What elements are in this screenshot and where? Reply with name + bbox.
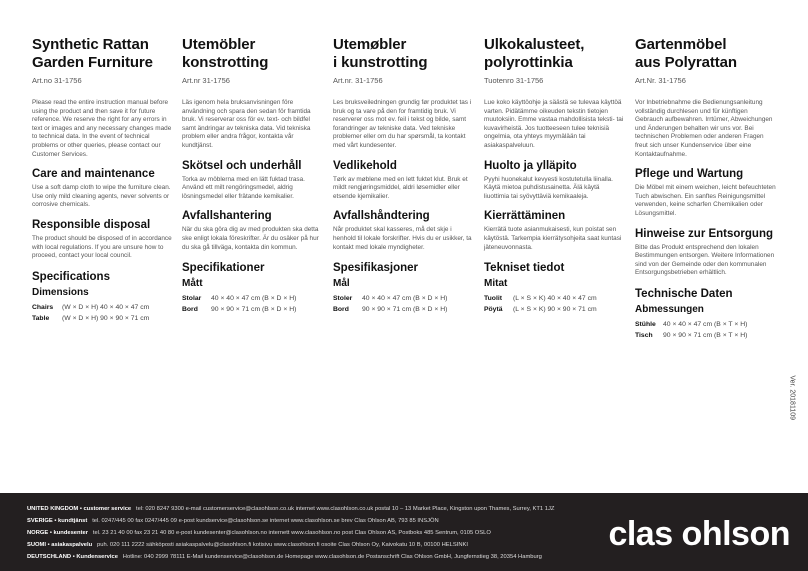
dimension-label: Table xyxy=(32,314,50,322)
dimension-row xyxy=(333,304,475,315)
disposal-text: Kierrätä tuote asianmukaisesti, kun poistat sen käytöstä. Tarkempia kierrätysohjeita saat kuntasi jäteneuvonnasta. xyxy=(484,226,622,251)
dimension-value: (W × D × H) 90 × 90 × 71 cm xyxy=(62,314,150,322)
footer-row-finland xyxy=(27,542,468,548)
dimension-row xyxy=(333,293,475,304)
contact-details: puh. 020 111 2222 sähköposti asiakaspalvelu@clasohlson.fi kotisivu www.clasohlson.fi osoite Clas Ohlson Oy, Kaivokatu 10 B, 00100 HELSINKI xyxy=(97,542,469,548)
dimension-label: Tuolit xyxy=(484,295,502,303)
dimension-row xyxy=(635,319,777,330)
dimension-label: Chairs xyxy=(32,303,54,311)
contact-details: tel. 23 21 40 00 fax 23 21 40 80 e-post kundesenter@clasohlson.no internett www.clasohlson.no post Clas Ohlson AS, Postboks 485 Sentrum, 0105 OSLO xyxy=(92,530,491,536)
care-text: Tørk av møblene med en lett fuktet klut. Bruk et mildt rengjøringsmiddel, aldri løsemidler eller etsende kjemikalier. xyxy=(333,175,468,200)
dimension-label: Stoler xyxy=(333,295,353,303)
dimensions-table xyxy=(182,293,324,315)
intro-text: Lue koko käyttöohje ja säästä se tulevaa käyttöä varten. Pidätämme oikeuden tekstin tietojen muutoksiin. Emme vastaa mahdollisista teksti- tai kuvavirheistä. Jos tuotteeseen tulee teknisiä ongelmia, ota yhteys myymälään tai asiakaspalveluun. xyxy=(484,99,624,149)
intro-text: Please read the entire instruction manual before using the product and then save it for future reference. We reserve the right for any errors in text or images and any necessary changes made to technical data. In the event of technical problems or other queries, please contact our Customer Services. xyxy=(32,99,172,158)
care-heading: Care and maintenance xyxy=(32,168,155,181)
dimension-value: (W × D × H) 40 × 40 × 47 cm xyxy=(62,303,150,311)
title: Utemøbler i kunstrotting xyxy=(333,36,428,71)
dimension-value: 40 × 40 × 47 cm (B × T × H) xyxy=(663,320,748,328)
footer-row-sweden xyxy=(27,518,439,524)
version-label: Ver. 20181109 xyxy=(789,375,796,420)
contact-details: tel. 0247/445 00 fax 0247/445 09 e-post kundservice@clasohlson.se internet www.clasohlson.se brev Clas Ohlson AB, 793 85 INSJÖN xyxy=(92,518,439,524)
disposal-heading: Avfallshåndtering xyxy=(333,210,430,223)
care-text: Die Möbel mit einem weichen, leicht befeuchteten Tuch abwischen. Ein sanftes Reinigungsmittel verwenden, keine scharfen Chemikalien oder Lösungsmittel. xyxy=(635,184,776,217)
disposal-text: The product should be disposed of in accordance with local regulations. If you are unsure how to proceed, contact your local council. xyxy=(32,234,172,260)
footer-row-germany xyxy=(27,554,542,560)
title: Ulkokalusteet, polyrottinkia xyxy=(484,36,585,71)
dimension-row xyxy=(182,304,324,315)
article-number: Tuotenro 31-1756 xyxy=(484,76,544,85)
dimension-label: Tisch xyxy=(635,331,653,339)
disposal-heading: Hinweise zur Entsorgung xyxy=(635,227,774,240)
footer-contact-bar xyxy=(0,493,808,571)
disposal-text: Når produktet skal kasseres, må det skje i henhold til lokale forskrifter. Hvis du er usikker, ta kontakt med lokale myndigheter. xyxy=(333,226,472,251)
specifications-heading: Spesifikasjoner xyxy=(333,262,419,275)
specifications-heading: Specifications xyxy=(32,270,110,283)
care-text: Torka av möblerna med en lätt fuktad trasa. Använd ett milt rengöringsmedel, aldrig lösningsmedel eller frätande kemikalier. xyxy=(182,175,305,200)
title: Utemöbler konstrotting xyxy=(182,36,269,71)
dimension-row xyxy=(484,304,626,315)
dimension-row xyxy=(32,302,174,313)
dimension-value: 40 × 40 × 47 cm (B × D × H) xyxy=(362,295,448,303)
article-number: Art.no 31-1756 xyxy=(32,76,82,85)
title: Synthetic Rattan Garden Furniture xyxy=(32,36,153,71)
dimensions-heading: Dimensions xyxy=(32,286,89,298)
dimension-value: 90 × 90 × 71 cm (B × D × H) xyxy=(362,306,448,314)
dimension-label: Bord xyxy=(333,306,349,314)
country-label: NORGE • kundesenter xyxy=(27,530,88,536)
care-heading: Vedlikehold xyxy=(333,159,397,172)
care-text: Use a soft damp cloth to wipe the furniture clean. Use only mild cleaning agents, never solvents or corrosive chemicals. xyxy=(32,184,171,209)
footer-row-norway xyxy=(27,530,491,536)
dimension-value: 90 × 90 × 71 cm (B × T × H) xyxy=(663,331,748,339)
column-german xyxy=(635,36,777,341)
title: Gartenmöbel aus Polyrattan xyxy=(635,36,737,71)
dimension-value: (L × S × K) 90 × 90 × 71 cm xyxy=(513,306,597,314)
contact-details: tel: 020 8247 9300 e-mail customerservice@clasohlson.co.uk internet www.clasohlson.co.uk postal 10 – 13 Market Place, Kingston upon Thames, Surrey, KT1 1JZ xyxy=(136,506,555,512)
specifications-heading: Specifikationer xyxy=(182,262,265,275)
dimension-row xyxy=(32,313,174,324)
dimension-label: Pöytä xyxy=(484,306,503,314)
disposal-heading: Avfallshantering xyxy=(182,210,272,223)
disposal-text: Bitte das Produkt entsprechend den lokalen Bestimmungen entsorgen. Weitere Informationen sind von der Gemeinde oder den kommunalen Entsorgungsbetrieben erhältlich. xyxy=(635,243,775,277)
intro-text: Vor Inbetriebnahme die Bedienungsanleitung vollständig durchlesen und für künftigen Gebrauch aufbewahren. Irrtümer, Abweichungen und Änderungen behalten wir uns vor. Bei technischen Problemen oder anderen Fragen freut sich unser Kundenservice über eine Kontaktaufnahme. xyxy=(635,99,773,158)
intro-text: Läs igenom hela bruksanvisningen före användning och spara den sedan för framtida bruk. Vi reserverar oss för ev. text- och bildfel samt ändringar av tekniska data. Vid tekniska problem eller andra frågor, kontakta vår kundtjänst. xyxy=(182,99,311,149)
clas-ohlson-logo: clas ohlson xyxy=(608,515,790,553)
disposal-text: När du ska göra dig av med produkten ska detta ske enligt lokala föreskrifter. Är du osäker på hur du ska gå tillväga, kontakta din kommun. xyxy=(182,226,319,251)
intro-text: Les bruksveiledningen grundig før produktet tas i bruk og ta vare på den for framtidig bruk. Vi reserverer oss mot ev. feil i tekst og bilde, samt forandringer av tekniske data. Ved tekniske problemer eller om du har spørsmål, ta kontakt med vårt kundesenter. xyxy=(333,99,472,149)
country-label: UNITED KINGDOM • customer service xyxy=(27,506,132,512)
country-label: DEUTSCHLAND • Kundenservice xyxy=(27,554,118,560)
column-finnish xyxy=(484,36,626,315)
specifications-heading: Tekniset tiedot xyxy=(484,262,565,275)
dimensions-heading: Abmessungen xyxy=(635,303,704,315)
disposal-heading: Responsible disposal xyxy=(32,218,151,231)
dimensions-heading: Mål xyxy=(333,278,350,290)
dimension-label: Stühle xyxy=(635,320,656,328)
dimension-row xyxy=(635,330,777,341)
column-swedish xyxy=(182,36,324,315)
dimension-value: 40 × 40 × 47 cm (B × D × H) xyxy=(211,295,297,303)
dimension-row xyxy=(484,293,626,304)
dimensions-table xyxy=(333,293,475,315)
dimension-value: 90 × 90 × 71 cm (B × D × H) xyxy=(211,306,297,314)
care-heading: Huolto ja ylläpito xyxy=(484,159,577,172)
dimensions-table xyxy=(32,302,174,324)
country-label: SVERIGE • kundtjänst xyxy=(27,518,88,524)
dimension-label: Bord xyxy=(182,306,198,314)
care-heading: Pflege und Wartung xyxy=(635,168,744,181)
footer-row-uk xyxy=(27,506,554,512)
dimension-value: (L × S × K) 40 × 40 × 47 cm xyxy=(513,295,597,303)
column-norwegian xyxy=(333,36,475,315)
care-text: Pyyhi huonekalut kevyesti kostutetulla liinalla. Käytä mietoa puhdistusainetta. Älä käytä liuottimia tai syövyttäviä kemikaaleja. xyxy=(484,175,613,200)
dimension-label: Stolar xyxy=(182,295,202,303)
care-heading: Skötsel och underhåll xyxy=(182,159,302,172)
specifications-heading: Technische Daten xyxy=(635,287,733,300)
country-label: SUOMI • asiakaspalvelu xyxy=(27,542,93,548)
article-number: Art.nr. 31-1756 xyxy=(333,76,383,85)
contact-details: Hotline: 040 2999 78111 E-Mail kundenservice@clasohlson.de Homepage www.clasohlson.de Postanschrift Clas Ohlson GmbH, Jungfernstieg 38, 20354 Hamburg xyxy=(122,554,542,560)
dimensions-table xyxy=(484,293,626,315)
disposal-heading: Kierrättäminen xyxy=(484,210,566,223)
dimension-row xyxy=(182,293,324,304)
article-number: Art.Nr. 31-1756 xyxy=(635,76,686,85)
dimensions-heading: Mått xyxy=(182,278,203,290)
dimensions-heading: Mitat xyxy=(484,278,508,290)
dimensions-table xyxy=(635,319,777,341)
column-english xyxy=(32,36,174,324)
article-number: Art.nr 31-1756 xyxy=(182,76,230,85)
